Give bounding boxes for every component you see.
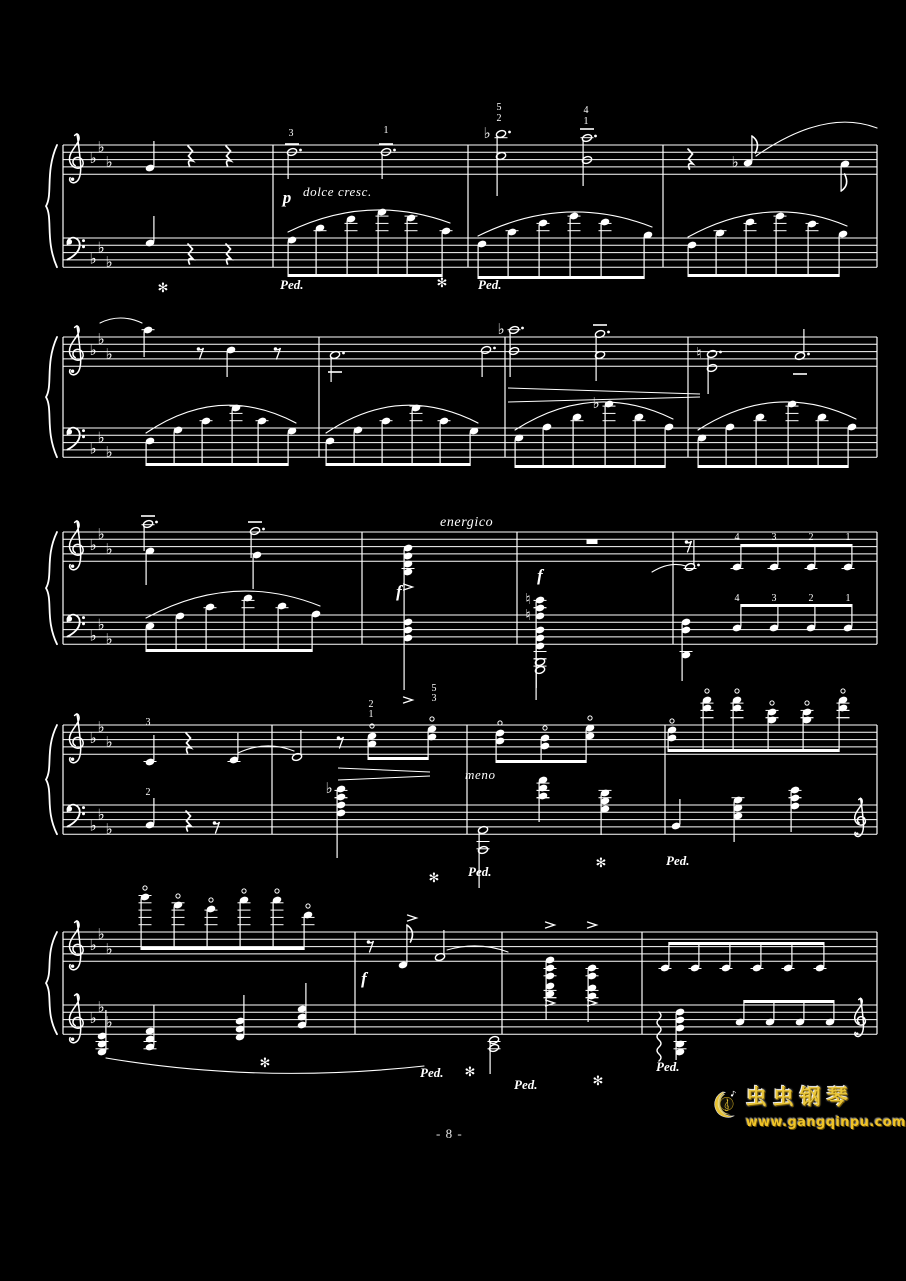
pedal-mark: Ped. — [468, 864, 492, 879]
fingering-number: 2 — [808, 532, 814, 543]
staccato-circle — [143, 886, 147, 890]
grand-staff-brace — [46, 932, 57, 1034]
pedal-mark: Ped. — [656, 1059, 680, 1074]
logo-note-dot — [731, 1094, 733, 1096]
staccato-circle — [841, 689, 845, 693]
dynamic-marking: f — [396, 582, 402, 601]
accidental: ♭ — [731, 153, 739, 171]
bass-clef-dot — [82, 245, 85, 248]
key-signature-flat: ♭ — [105, 539, 113, 558]
quarter-rest — [186, 811, 191, 831]
accidental: ♭ — [497, 320, 505, 338]
key-signature-flat: ♭ — [89, 439, 97, 458]
fingering-number: 3 — [771, 593, 777, 604]
treble-clef-dot — [71, 965, 74, 968]
slur — [756, 122, 877, 156]
staccato-circle — [705, 689, 709, 693]
key-signature-flat: ♭ — [105, 253, 113, 272]
treble-clef-icon — [69, 921, 83, 970]
fingering-number: 2 — [808, 593, 814, 604]
pedal-release-mark: ✻ — [595, 856, 607, 871]
accent-mark — [588, 922, 597, 928]
system-3 — [46, 515, 877, 703]
key-signature-flat: ♭ — [105, 1012, 113, 1031]
key-signature-flat: ♭ — [89, 149, 97, 168]
hairpin — [508, 388, 700, 394]
staccato-circle — [209, 898, 213, 902]
treble-clef-dot — [856, 1032, 859, 1035]
treble-clef-dot — [71, 565, 74, 568]
fingering-number: 1 — [845, 593, 851, 604]
treble-clef-dot — [71, 1038, 74, 1041]
fingering-number: 4 — [734, 532, 740, 543]
bass-clef-dot — [82, 812, 85, 815]
key-signature-flat: ♭ — [97, 805, 105, 824]
logo-note-stem — [733, 1091, 735, 1095]
key-signature-flat: ♭ — [89, 249, 97, 268]
accidental: ♭ — [483, 124, 491, 142]
treble-clef-icon — [69, 994, 83, 1043]
expression-text: dolce cresc. — [303, 184, 372, 199]
hairpin — [338, 768, 430, 772]
half-rest — [587, 540, 598, 545]
augmentation-dot — [719, 351, 722, 354]
fingering-number: 3 — [771, 532, 777, 543]
expression-text: energico — [440, 515, 494, 530]
bass-clef-dot — [82, 239, 85, 242]
fingering-number: 3 — [431, 693, 437, 704]
page-number: - 8 - — [436, 1126, 463, 1141]
fingering-number: 1 — [383, 125, 389, 136]
slur — [478, 212, 652, 236]
key-signature-flat: ♭ — [97, 925, 105, 944]
accidental: ♭ — [592, 394, 600, 412]
pedal-release-mark: ✻ — [157, 281, 169, 296]
slur — [652, 564, 686, 572]
gangqinpu-logo — [712, 1066, 740, 1144]
staccato-circle — [176, 894, 180, 898]
staccato-circle — [805, 701, 809, 705]
quarter-rest — [188, 244, 193, 264]
quarter-rest — [188, 146, 193, 166]
key-signature-flat: ♭ — [97, 238, 105, 257]
watermark-brand-text: 虫虫钢琴 — [745, 1084, 854, 1109]
grand-staff-brace — [46, 532, 57, 644]
bass-clef-dot — [82, 429, 85, 432]
pedal-mark: Ped. — [280, 277, 304, 292]
dynamic-marking: f — [537, 566, 543, 585]
key-signature-flat: ♭ — [105, 732, 113, 751]
augmentation-dot — [807, 353, 810, 356]
fingering-number: 4 — [734, 593, 740, 604]
augmentation-dot — [508, 131, 511, 134]
accidental: ♮ — [525, 606, 531, 624]
augmentation-dot — [697, 564, 700, 567]
hairpin — [508, 397, 700, 402]
quarter-rest — [186, 733, 191, 753]
treble-clef-dot — [71, 178, 74, 181]
augmentation-dot — [594, 135, 597, 138]
treble-clef-icon — [69, 134, 83, 183]
key-signature-flat: ♭ — [97, 330, 105, 349]
expression-text: meno — [465, 767, 496, 782]
system-4 — [46, 683, 877, 888]
slur — [698, 402, 856, 430]
staccato-circle — [430, 717, 434, 721]
pedal-release-mark: ✻ — [259, 1056, 271, 1071]
pedal-release-mark: ✻ — [464, 1065, 476, 1080]
fingering-number: 2 — [368, 699, 374, 710]
eighth-rest — [215, 822, 220, 833]
eighth-rest — [276, 348, 281, 359]
treble-clef-dot — [856, 832, 859, 835]
key-signature-flat: ♭ — [89, 816, 97, 835]
augmentation-dot — [155, 521, 158, 524]
eighth-rest — [339, 737, 344, 748]
pedal-release-mark: ✻ — [592, 1074, 604, 1089]
fingering-number: 3 — [145, 717, 151, 728]
treble-clef-icon — [69, 521, 83, 570]
treble-clef-dot — [71, 758, 74, 761]
slur — [146, 405, 296, 433]
slur — [688, 212, 847, 237]
dynamic-marking: f — [361, 969, 367, 988]
key-signature-flat: ♭ — [89, 729, 97, 748]
key-signature-flat: ♭ — [89, 936, 97, 955]
pedal-mark: Ped. — [420, 1065, 444, 1080]
accidental: ♮ — [696, 344, 702, 362]
staccato-circle — [770, 701, 774, 705]
eighth-flag — [841, 174, 847, 191]
accent-mark — [408, 915, 417, 921]
fingering-number: 3 — [288, 128, 294, 139]
system-2 — [46, 318, 877, 468]
grand-staff-brace — [46, 725, 57, 834]
key-signature-flat: ♭ — [105, 630, 113, 649]
slur — [326, 405, 478, 433]
key-signature-flat: ♭ — [89, 1009, 97, 1028]
fingering-number: 4 — [583, 105, 589, 116]
staccato-circle — [242, 889, 246, 893]
staccato-circle — [275, 889, 279, 893]
fingering-number: 5 — [496, 102, 502, 113]
fingering-number: 2 — [496, 113, 502, 124]
augmentation-dot — [493, 347, 496, 350]
system-1 — [46, 102, 877, 296]
fingering-number: 1 — [845, 532, 851, 543]
fingering-number: 1 — [368, 709, 374, 720]
staccato-circle — [306, 904, 310, 908]
grand-staff-brace — [46, 337, 57, 457]
fingering-number: 5 — [431, 683, 437, 694]
augmentation-dot — [299, 149, 302, 152]
bass-clef-dot — [82, 622, 85, 625]
fingering-number: 2 — [145, 787, 151, 798]
key-signature-flat: ♭ — [105, 152, 113, 171]
augmentation-dot — [262, 528, 265, 531]
augmentation-dot — [521, 327, 524, 330]
accent-mark — [404, 584, 413, 590]
bass-clef-dot — [82, 806, 85, 809]
accidental: ♮ — [525, 590, 531, 608]
pedal-mark: Ped. — [478, 277, 502, 292]
key-signature-flat: ♭ — [105, 939, 113, 958]
staccato-circle — [498, 721, 502, 725]
pedal-release-mark: ✻ — [428, 871, 440, 886]
key-signature-flat: ♭ — [97, 428, 105, 447]
key-signature-flat: ♭ — [97, 718, 105, 737]
staccato-circle — [670, 719, 674, 723]
treble-clef-dot — [71, 370, 74, 373]
eighth-rest — [199, 348, 204, 359]
staccato-circle — [735, 689, 739, 693]
staccato-circle — [588, 716, 592, 720]
accent-mark — [404, 697, 413, 703]
slur — [146, 591, 320, 618]
staccato-circle — [543, 726, 547, 730]
bass-clef-dot — [82, 616, 85, 619]
fingering-number: 1 — [583, 116, 589, 127]
hairpin — [338, 776, 430, 780]
key-signature-flat: ♭ — [105, 344, 113, 363]
slur — [288, 210, 450, 232]
treble-clef-icon — [69, 326, 83, 375]
quarter-rest — [226, 146, 231, 166]
slur — [100, 318, 142, 323]
pedal-mark: Ped. — [666, 853, 690, 868]
treble-clef-icon — [855, 798, 866, 836]
treble-clef-icon — [69, 714, 83, 763]
key-signature-flat: ♭ — [97, 138, 105, 157]
key-signature-flat: ♭ — [89, 341, 97, 360]
grand-staff-brace — [46, 145, 57, 267]
key-signature-flat: ♭ — [105, 820, 113, 839]
bass-clef-dot — [82, 435, 85, 438]
gangqinpu-watermark — [712, 1062, 906, 1148]
accent-mark — [546, 922, 555, 928]
pedal-mark: Ped. — [514, 1077, 538, 1092]
augmentation-dot — [607, 331, 610, 334]
key-signature-flat: ♭ — [89, 626, 97, 645]
key-signature-flat: ♭ — [89, 536, 97, 555]
dynamic-marking: p — [282, 188, 292, 207]
quarter-rest — [226, 244, 231, 264]
treble-clef-icon — [855, 998, 866, 1036]
augmentation-dot — [393, 149, 396, 152]
key-signature-flat: ♭ — [97, 525, 105, 544]
key-signature-flat: ♭ — [97, 998, 105, 1017]
watermark-site-url: www.gangqinpu.com — [745, 1114, 906, 1130]
key-signature-flat: ♭ — [97, 615, 105, 634]
pedal-release-mark: ✻ — [436, 276, 448, 291]
key-signature-flat: ♭ — [105, 443, 113, 462]
accidental: ♭ — [325, 779, 333, 797]
augmentation-dot — [342, 352, 345, 355]
